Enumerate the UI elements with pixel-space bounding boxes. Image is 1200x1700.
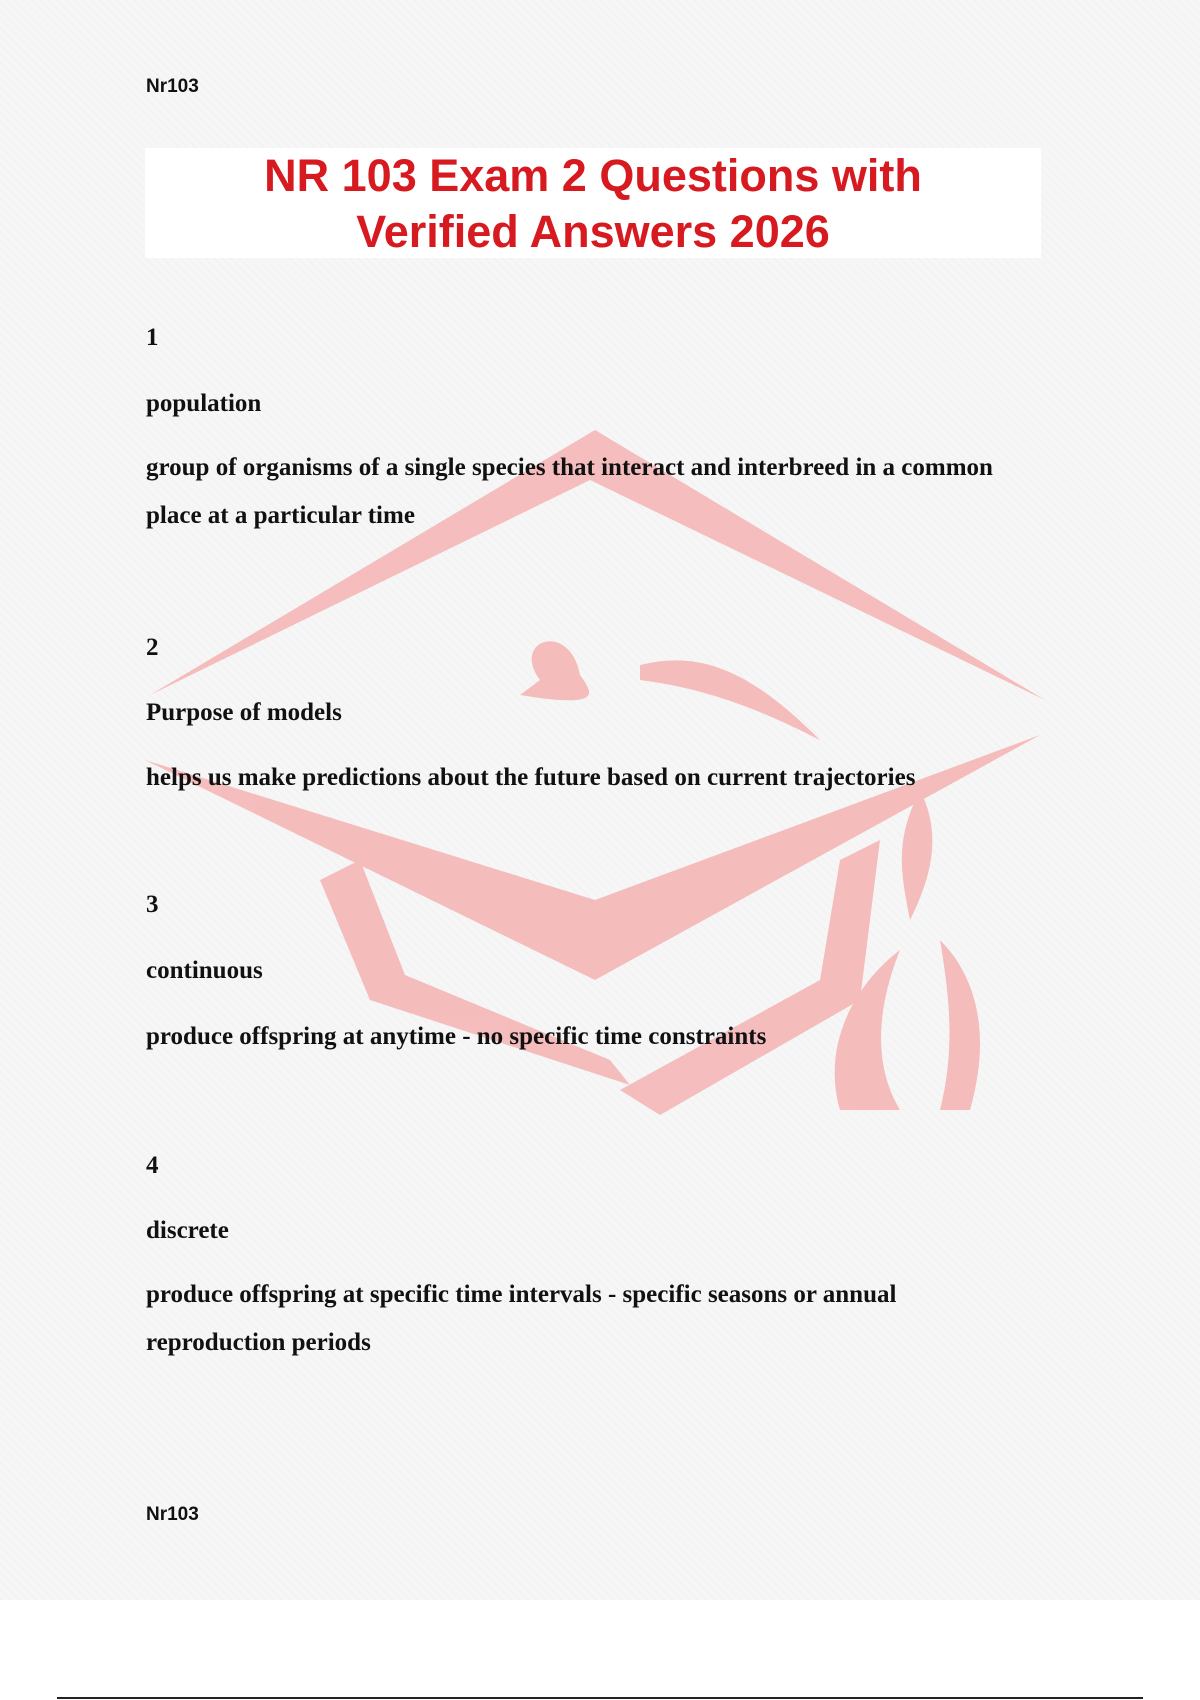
question-term: Purpose of models: [146, 699, 342, 726]
question-definition: group of organisms of a single species that interact and interbreed in a common place at a particular time: [146, 454, 993, 529]
title-box: [145, 148, 1041, 258]
question-definition: produce offspring at specific time intervals - specific seasons or annual reproduction periods: [146, 1281, 897, 1356]
page-divider: [57, 1697, 1143, 1699]
question-number: 3: [146, 891, 159, 918]
page-bottom-margin: [0, 1600, 1200, 1700]
page-footer: Nr103: [146, 1504, 199, 1525]
page-title-line-1: NR 103 Exam 2 Questions with: [264, 150, 922, 201]
question-term: discrete: [146, 1217, 229, 1244]
question-term: population: [146, 390, 262, 417]
question-term: continuous: [146, 957, 263, 984]
question-definition: produce offspring at anytime - no specific time constraints: [146, 1023, 767, 1050]
question-definition: helps us make predictions about the future based on current trajectories: [146, 764, 916, 791]
question-number: 1: [146, 324, 159, 351]
question-number: 2: [146, 634, 159, 661]
question-number: 4: [146, 1152, 159, 1179]
page-title-line-2: Verified Answers 2026: [356, 206, 830, 257]
page-header: Nr103: [146, 76, 199, 97]
